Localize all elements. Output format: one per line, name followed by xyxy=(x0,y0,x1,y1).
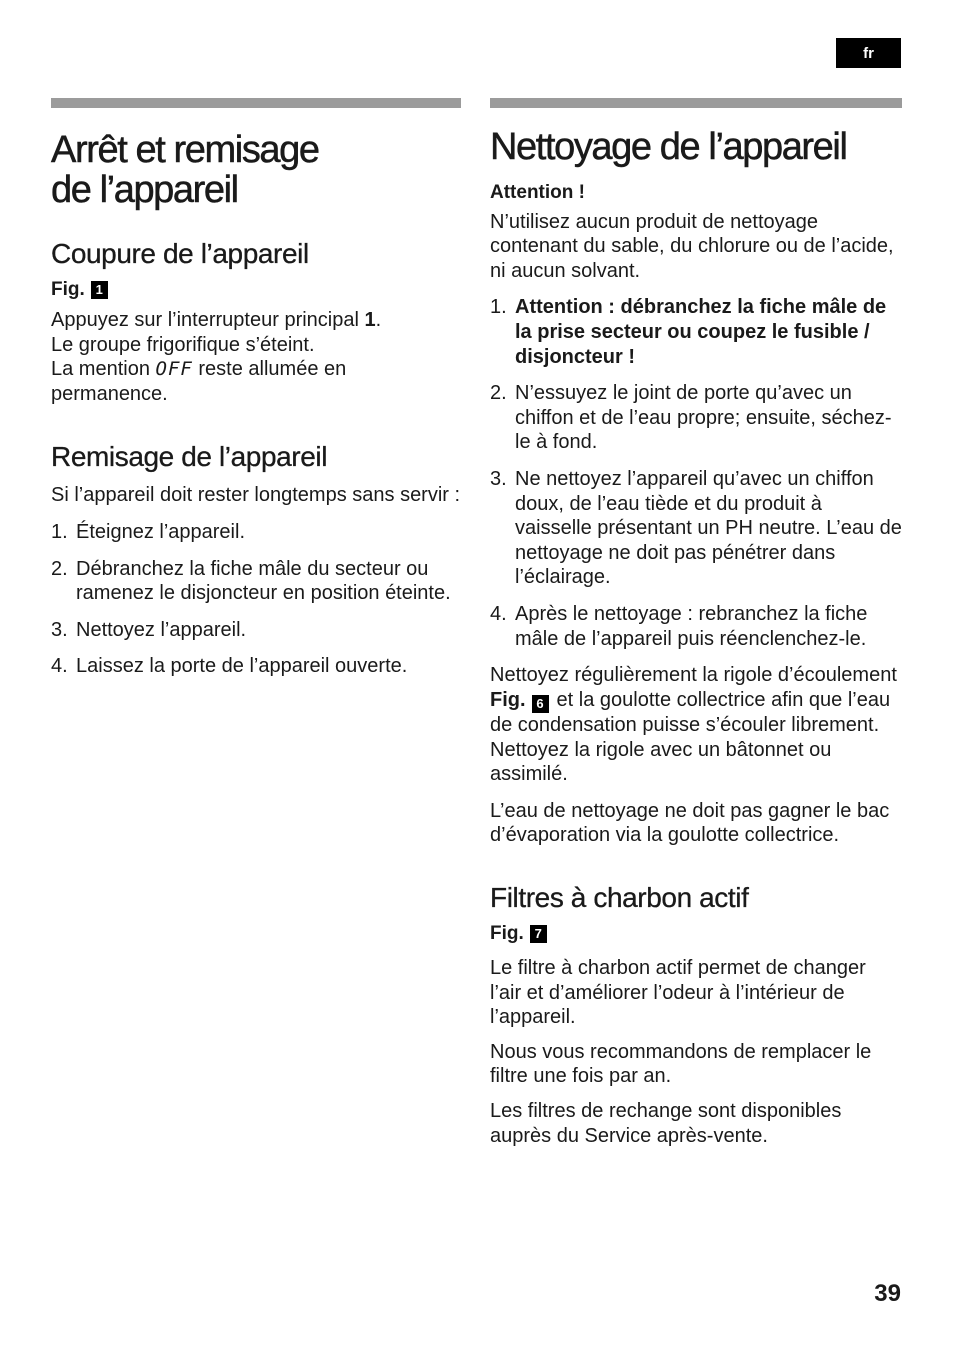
figure-number-badge: 1 xyxy=(91,281,108,299)
page-number: 39 xyxy=(874,1280,901,1307)
figure-number-badge: 6 xyxy=(532,695,549,713)
remisage-intro: Si l’appareil doit rester longtemps sans servir : xyxy=(51,484,461,507)
list-item: 3. Nettoyez l’appareil. xyxy=(51,618,247,641)
heading-filtres: Filtres à charbon actif xyxy=(490,881,749,913)
cleaning-steps xyxy=(490,295,902,651)
remisage-list xyxy=(51,520,461,679)
section-rule xyxy=(51,98,461,108)
list-item: 2. N’essuyez le joint de porte qu’avec un chiffon et de l’eau propre; ensuite, séchez-le à fond. xyxy=(490,382,892,454)
filtres-paragraph-1: Le filtre à charbon actif permet de changer l’air et d’améliorer l’odeur à l’intérieur de l’appareil. xyxy=(490,956,866,1029)
attention-text: N’utilisez aucun produit de nettoyage contenant du sable, du chlorure ou de l’acide, ni aucun solvant. xyxy=(490,210,894,282)
heading-remisage: Remisage de l’appareil xyxy=(51,441,328,473)
left-column xyxy=(51,98,461,679)
list-item: 2. Débranchez la fiche mâle du secteur ou ramenez le disjoncteur en position éteinte. xyxy=(51,557,451,605)
language-tab: fr xyxy=(836,38,901,68)
list-item: 1. Éteignez l’appareil. xyxy=(51,520,245,543)
eau-paragraph: L’eau de nettoyage ne doit pas gagner le bac d’évaporation via la goulotte collectrice. xyxy=(490,799,890,847)
figure-number-badge: 7 xyxy=(530,925,547,943)
list-item: 4. Après le nettoyage : rebranchez la fiche mâle de l’appareil puis réenclenchez-le. xyxy=(490,602,868,650)
fig-reference: Fig. 7 xyxy=(490,922,902,946)
heading-coupure: Coupure de l’appareil xyxy=(51,238,309,269)
list-item: 1. Attention : débranchez la fiche mâle de la prise secteur ou coupez le fusible / disjoncteur ! xyxy=(490,296,887,368)
list-item: 4. Laissez la porte de l’appareil ouverte. xyxy=(51,655,408,678)
right-column xyxy=(490,98,902,1148)
coupure-text: Appuyez sur l’interrupteur principal 1. Le groupe frigorifique s’éteint. La mention OFF reste allumée en permanence. xyxy=(51,309,382,405)
section-title-arret: Arrêt et remisage de l’appareil xyxy=(51,129,319,211)
section-title-nettoyage: Nettoyage de l’appareil xyxy=(490,126,847,168)
attention-label: Attention ! xyxy=(490,182,585,203)
rigole-paragraph: Nettoyez régulièrement la rigole d’écoulement Fig. 6 et la goulotte collectrice afin que l’eau de condensation puisse s’écouler librement. Nettoyez la rigole avec un bâtonnet ou assimilé. xyxy=(490,664,897,786)
filtres-paragraph-3: Les filtres de rechange sont disponibles auprès du Service après-vente. xyxy=(490,1099,842,1147)
filtres-paragraph-2: Nous vous recommandons de remplacer le filtre une fois par an. xyxy=(490,1040,872,1088)
fig-reference: Fig. 1 xyxy=(51,278,461,302)
list-item: 3. Ne nettoyez l’appareil qu’avec un chiffon doux, de l’eau tiède et du produit à vaisselle présentant un PH neutre. L’eau de nettoyage ne doit pas pénétrer dans l’éclairage. xyxy=(490,467,902,589)
section-rule xyxy=(490,98,902,108)
off-display-indicator: OFF xyxy=(155,358,193,381)
